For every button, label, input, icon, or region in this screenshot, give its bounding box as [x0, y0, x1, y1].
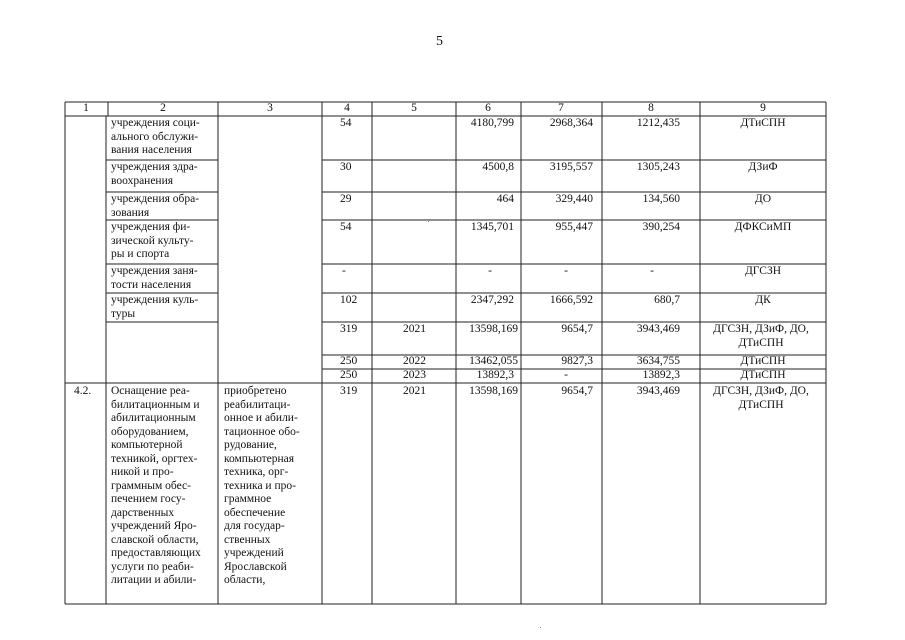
cell-c6: 13462,055 — [469, 355, 518, 367]
cell-c7: 9827,3 — [561, 355, 593, 367]
cell-c8: 3943,469 — [636, 323, 680, 335]
cell-c6: 4500,8 — [482, 161, 514, 173]
cell-year: 2022 — [403, 355, 426, 367]
cell-year: 2023 — [403, 369, 426, 381]
header-col-9: 9 — [760, 102, 766, 114]
cell-c9: ДГСЗН, ДЗиФ, ДО, ДТиСПН — [713, 323, 809, 349]
cell-c7: 2968,364 — [549, 117, 593, 129]
item-result: приобретено реабилитаци- онное и абили- тационное обо- рудование, компьютерная техника, орг- техника и про- граммное обеспечение для государ- ственных учреждений Ярославской области, — [224, 385, 300, 586]
cell-c9: ДФКСиМП — [734, 221, 792, 233]
cell-c4: - — [342, 265, 346, 277]
cell-c4: 54 — [340, 117, 352, 129]
cell-c6: - — [488, 265, 492, 277]
cell-c4: 30 — [340, 161, 352, 173]
cell-c6: 13598,169 — [469, 385, 518, 397]
scan-speck — [540, 627, 541, 628]
cell-c9: ДТиСПН — [740, 117, 786, 129]
header-col-3: 3 — [267, 102, 273, 114]
row-label-sports: учреждения фи- зической культу- ры и спорта — [111, 221, 194, 260]
cell-c4: 250 — [340, 369, 358, 381]
cell-c9: ДГСЗН, ДЗиФ, ДО, ДТиСПН — [713, 385, 809, 411]
cell-c9: ДО — [754, 193, 772, 205]
cell-c8: 1212,435 — [636, 117, 680, 129]
cell-c4: 29 — [340, 193, 352, 205]
cell-c8: 134,560 — [642, 193, 680, 205]
cell-c8: 3943,469 — [636, 385, 680, 397]
header-col-2: 2 — [160, 102, 166, 114]
header-col-4: 4 — [344, 102, 350, 114]
cell-c9: ДК — [755, 294, 771, 306]
cell-year: 2021 — [403, 323, 426, 335]
row-label-education: учреждения обра- зования — [111, 193, 200, 219]
cell-c7: 329,440 — [555, 193, 593, 205]
cell-c7: 955,447 — [555, 221, 593, 233]
cell-c4: 102 — [340, 294, 358, 306]
cell-c7: - — [564, 369, 568, 381]
cell-year: 2021 — [403, 385, 426, 397]
cell-c7: 9654,7 — [561, 323, 593, 335]
cell-c9: ДГСЗН — [744, 265, 782, 277]
cell-c6: 1345,701 — [470, 221, 514, 233]
cell-c4: 250 — [340, 355, 358, 367]
item-description: Оснащение реа- билитационным и абилитационным оборудованием, компьютерной техникой, оргтех- никой и про- граммным обес- печением госу- дарственных учреждений Яро- славской области, предоставляющих услуги по реаби- литации и абили- — [111, 385, 201, 586]
cell-c9: ДТиСПН — [740, 355, 786, 367]
cell-c4: 319 — [340, 385, 358, 397]
cell-c7: 3195,557 — [549, 161, 593, 173]
cell-c8: 3634,755 — [636, 355, 680, 367]
row-label-culture: учреждения куль- туры — [111, 294, 199, 320]
cell-c9: ДЗиФ — [748, 161, 778, 173]
cell-c6: 13598,169 — [469, 323, 518, 335]
cell-c7: 1666,592 — [549, 294, 593, 306]
cell-c8: 390,254 — [642, 221, 680, 233]
cell-c6: 464 — [496, 193, 514, 205]
scan-speck — [428, 221, 429, 222]
cell-c6: 4180,799 — [470, 117, 514, 129]
header-col-7: 7 — [558, 102, 564, 114]
cell-c8: 13892,3 — [642, 369, 680, 381]
cell-c6: 13892,3 — [476, 369, 514, 381]
page-number: 5 — [436, 34, 443, 49]
cell-c7: 9654,7 — [561, 385, 593, 397]
cell-c8: 1305,243 — [636, 161, 680, 173]
cell-c4: 54 — [340, 221, 352, 233]
header-col-6: 6 — [485, 102, 491, 114]
cell-c6: 2347,292 — [470, 294, 514, 306]
item-number: 4.2. — [74, 385, 92, 397]
cell-c9: ДТиСПН — [740, 369, 786, 381]
header-col-8: 8 — [648, 102, 654, 114]
cell-c8: - — [650, 265, 654, 277]
cell-c4: 319 — [340, 323, 358, 335]
row-label-social-services: учреждения соци- ального обслужи- вания населения — [111, 117, 200, 156]
header-col-1: 1 — [83, 102, 89, 114]
cell-c7: - — [564, 265, 568, 277]
cell-c8: 680,7 — [654, 294, 680, 306]
row-label-employment: учреждения заня- тости населения — [111, 265, 198, 291]
row-label-healthcare: учреждения здра- воохранения — [111, 161, 198, 187]
header-col-5: 5 — [411, 102, 417, 114]
